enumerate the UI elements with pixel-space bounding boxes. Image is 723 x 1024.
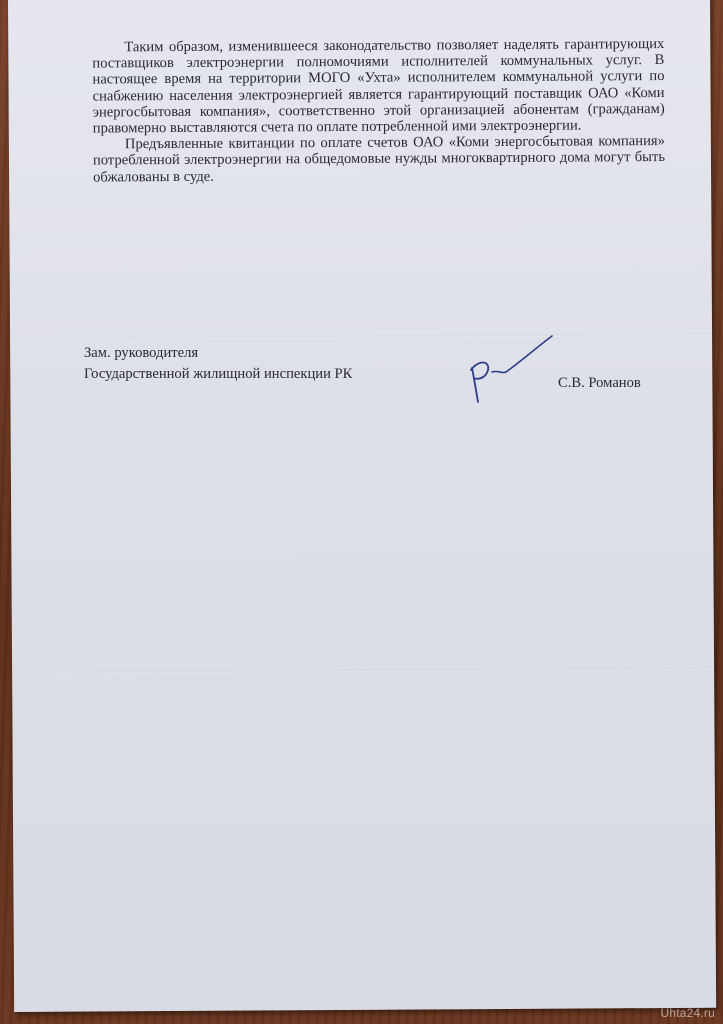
handwritten-signature xyxy=(462,330,558,412)
letter-body xyxy=(92,36,665,185)
document-sheet xyxy=(8,0,716,1012)
signatory-name: С.В. Романов xyxy=(558,375,641,391)
paragraph-2: Предъявленные квитанции по оплате счетов ОАО «Коми энергосбытовая компания» потребленной электроэнергии на общедомовые нужды многоквартирного дома могут быть обжалованы в суде. xyxy=(92,133,666,186)
site-watermark: Uhta24.ru xyxy=(660,1006,715,1020)
paper-fold-line xyxy=(12,668,714,674)
signature-block xyxy=(84,345,664,415)
signatory-position-line1: Зам. руководителя xyxy=(84,345,199,361)
signatory-position-line2: Государственной жилищной инспекции РК xyxy=(84,366,353,382)
paragraph-1: Таким образом, изменившееся законодательство позволяет наделять гарантирующих поставщиков электроэнергии полномочиями исполнителей коммунальных услуг. В настоящее время на территории МОГО «Ухта» исполнителем коммунальной услуги по снабжению населения электроэнергией является гарантирующий поставщик ОАО «Коми энергосбытовая компания», соответственно этой организацией абонентам (гражданам) правомерно выставляются счета по оплате потребленной ими электроэнергии. xyxy=(92,35,665,137)
paper-fold-line xyxy=(10,334,712,340)
